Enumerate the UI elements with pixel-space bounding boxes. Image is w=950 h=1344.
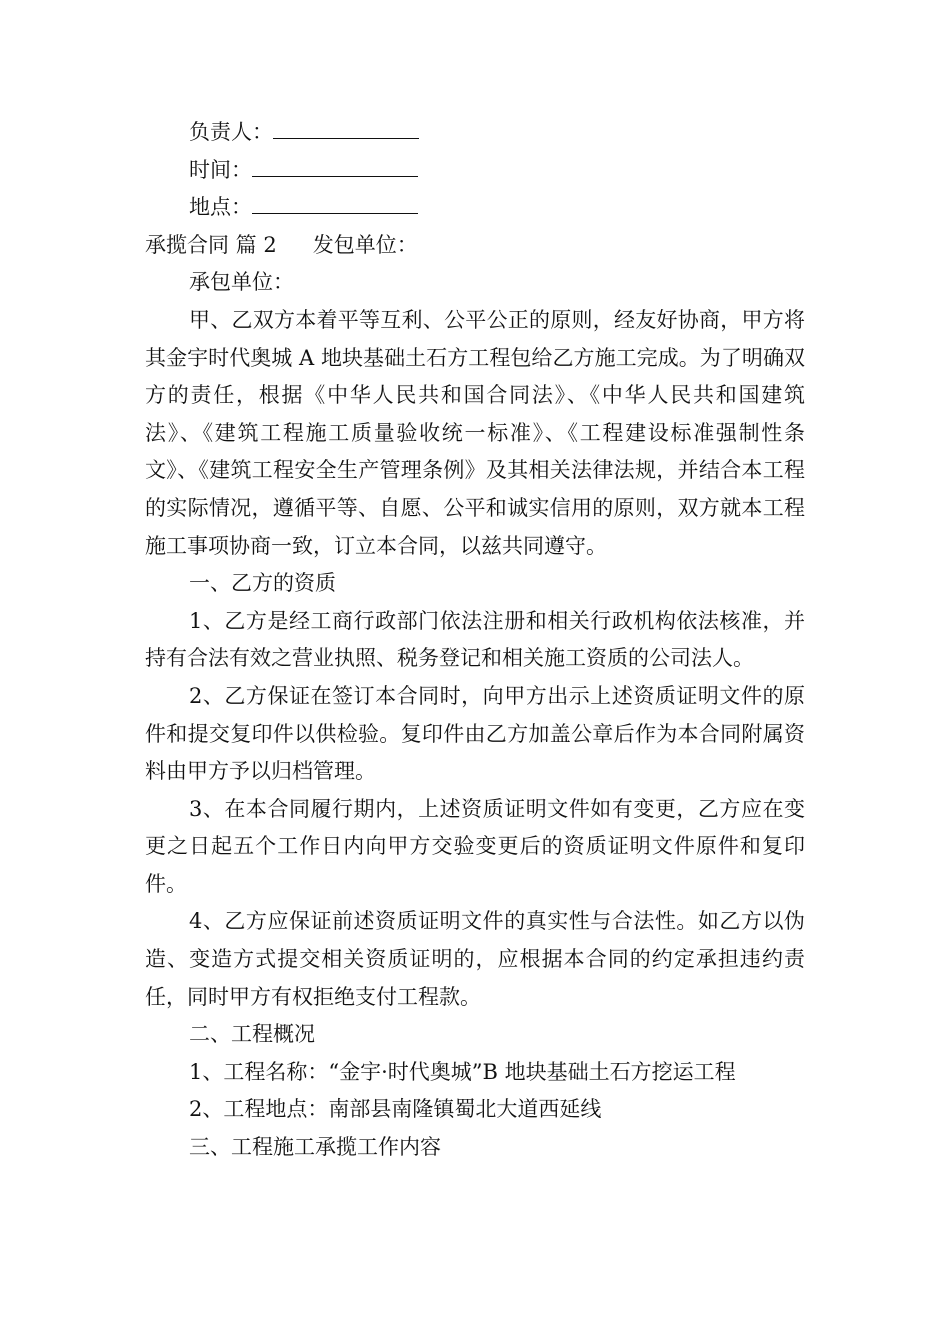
responsible-blank-line xyxy=(273,116,419,139)
preamble-paragraph: 甲、乙双方本着平等互利、公平公正的原则，经友好协商，甲方将其金宇时代奥城 A 地块基础土石方工程包给乙方施工完成。为了明确双方的责任，根据《中华人民共和国合同法》、《中华人民共和国建筑法》、《建筑工程施工质量验收统一标准》、《工程建设标准强制性条文》、《建筑工程安全生产管理条例》及其相关法律法规，并结合本工程的实际情况，遵循平等、自愿、公平和诚实信用的原则，双方就本工程施工事项协商一致，订立本合同，以兹共同遵守。 xyxy=(145,307,805,558)
place-blank-line xyxy=(252,191,418,214)
responsible-label: 负责人： xyxy=(189,120,273,144)
qualification-item-4: 4、乙方应保证前述资质证明文件的真实性与合法性。如乙方以伪造、变造方式提交相关资质证明的，应根据本合同的约定承担违约责任，同时甲方有权拒绝支付工程款。 xyxy=(145,909,805,1009)
qualification-item-1: 1、乙方是经工商行政部门依法注册和相关行政机构依法核准，并持有合法有效之营业执照、税务登记和相关施工资质的公司法人。 xyxy=(145,608,805,671)
time-blank-line xyxy=(252,154,418,177)
section-heading-scope: 三、工程施工承揽工作内容 xyxy=(189,1135,441,1160)
project-name: 1、工程名称：“金宇·时代奥城”B 地块基础土石方挖运工程 xyxy=(189,1059,736,1084)
signature-time-row xyxy=(145,152,805,190)
contract-title: 承揽合同 篇 2 xyxy=(145,232,277,257)
contractor-label: 承包单位： xyxy=(189,270,294,295)
contract-title-row xyxy=(145,227,805,265)
section-heading-qualification: 一、乙方的资质 xyxy=(189,571,336,596)
section-heading-overview: 二、工程概况 xyxy=(189,1022,315,1047)
qualification-item-3: 3、在本合同履行期内，上述资质证明文件如有变更，乙方应在变更之日起五个工作日内向甲方交验变更后的资质证明文件原件和复印件。 xyxy=(145,796,805,896)
place-label: 地点： xyxy=(189,195,252,220)
contractor-row xyxy=(145,264,805,302)
signature-place-row xyxy=(145,189,805,227)
issuer-label: 发包单位： xyxy=(312,232,418,257)
qualification-item-2: 2、乙方保证在签订本合同时，向甲方出示上述资质证明文件的原件和提交复印件以供检验。复印件由乙方加盖公章后作为本合同附属资料由甲方予以归档管理。 xyxy=(145,683,805,784)
document-page xyxy=(145,114,805,1167)
time-label: 时间： xyxy=(189,157,252,182)
signature-responsible-row xyxy=(145,114,805,152)
project-location: 2、工程地点：南部县南隆镇蜀北大道西延线 xyxy=(189,1097,602,1122)
